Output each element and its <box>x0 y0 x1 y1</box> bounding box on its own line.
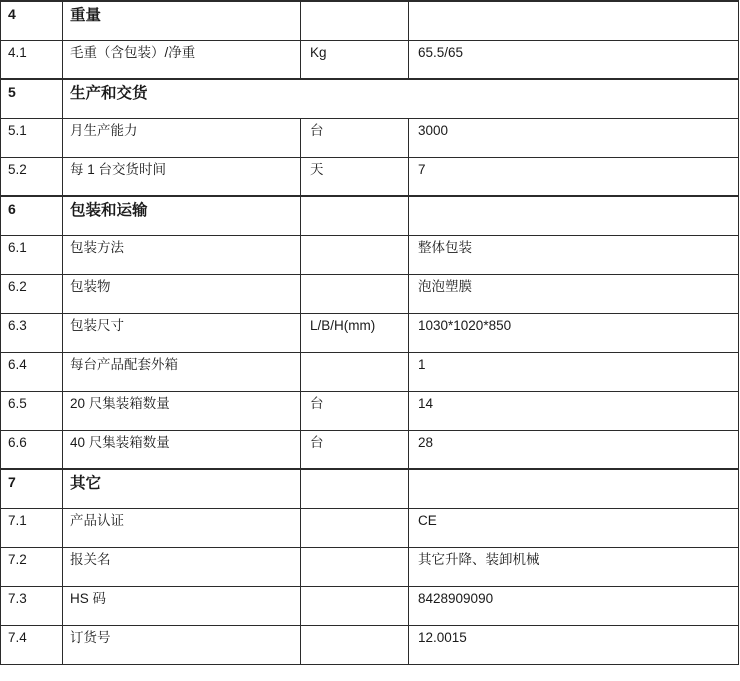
row-number-cell: 5.1 <box>1 118 63 157</box>
row-unit-cell <box>301 196 409 235</box>
row-number-cell: 7.1 <box>1 508 63 547</box>
row-number-cell: 4.1 <box>1 40 63 79</box>
row-number-cell: 7 <box>1 469 63 508</box>
row-value-cell: 14 <box>409 391 739 430</box>
row-value-cell: 28 <box>409 430 739 469</box>
table-row <box>1 235 739 274</box>
table-row <box>1 625 739 664</box>
row-number-cell: 6.2 <box>1 274 63 313</box>
table-row <box>1 469 739 508</box>
row-number-cell: 7.3 <box>1 586 63 625</box>
row-value-cell: 8428909090 <box>409 586 739 625</box>
table-row <box>1 196 739 235</box>
row-value-cell: 其它升降、装卸机械 <box>409 547 739 586</box>
row-number-cell: 6.1 <box>1 235 63 274</box>
row-number-cell: 6.3 <box>1 313 63 352</box>
row-value-cell: 1030*1020*850 <box>409 313 739 352</box>
row-number-cell: 6 <box>1 196 63 235</box>
row-unit-cell <box>301 586 409 625</box>
row-label-cell: 20 尺集装箱数量 <box>63 391 301 430</box>
table-row <box>1 157 739 196</box>
row-unit-cell <box>301 235 409 274</box>
row-label-cell: 包装和运输 <box>63 196 301 235</box>
row-number-cell: 5 <box>1 79 63 118</box>
table-row <box>1 430 739 469</box>
spec-table-body <box>1 1 739 664</box>
row-label-cell: HS 码 <box>63 586 301 625</box>
row-label-cell: 订货号 <box>63 625 301 664</box>
row-unit-cell <box>301 274 409 313</box>
row-value-cell: 泡泡塑膜 <box>409 274 739 313</box>
table-row <box>1 79 739 118</box>
table-row <box>1 352 739 391</box>
row-label-cell: 每台产品配套外箱 <box>63 352 301 391</box>
row-label-cell: 毛重（含包装）/净重 <box>63 40 301 79</box>
row-unit-cell <box>301 508 409 547</box>
table-row <box>1 1 739 40</box>
row-unit-cell: L/B/H(mm) <box>301 313 409 352</box>
row-number-cell: 7.4 <box>1 625 63 664</box>
row-value-cell: CE <box>409 508 739 547</box>
row-unit-cell <box>301 625 409 664</box>
table-row <box>1 118 739 157</box>
row-label-cell: 包装物 <box>63 274 301 313</box>
table-row <box>1 547 739 586</box>
row-value-cell: 3000 <box>409 118 739 157</box>
row-unit-cell: Kg <box>301 40 409 79</box>
row-unit-cell <box>301 547 409 586</box>
row-number-cell: 6.5 <box>1 391 63 430</box>
row-value-cell: 65.5/65 <box>409 40 739 79</box>
row-unit-cell: 台 <box>301 430 409 469</box>
row-unit-cell <box>301 1 409 40</box>
row-label-cell: 生产和交货 <box>63 79 739 118</box>
table-row <box>1 313 739 352</box>
table-row <box>1 40 739 79</box>
row-unit-cell: 天 <box>301 157 409 196</box>
table-row <box>1 274 739 313</box>
row-value-cell: 整体包装 <box>409 235 739 274</box>
row-value-cell: 7 <box>409 157 739 196</box>
row-label-cell: 其它 <box>63 469 301 508</box>
row-label-cell: 报关名 <box>63 547 301 586</box>
row-value-cell: 1 <box>409 352 739 391</box>
row-value-cell <box>409 196 739 235</box>
row-number-cell: 5.2 <box>1 157 63 196</box>
row-label-cell: 40 尺集装箱数量 <box>63 430 301 469</box>
row-unit-cell <box>301 469 409 508</box>
row-label-cell: 重量 <box>63 1 301 40</box>
row-number-cell: 6.4 <box>1 352 63 391</box>
row-unit-cell <box>301 352 409 391</box>
row-number-cell: 6.6 <box>1 430 63 469</box>
row-unit-cell: 台 <box>301 391 409 430</box>
row-number-cell: 4 <box>1 1 63 40</box>
row-unit-cell: 台 <box>301 118 409 157</box>
row-number-cell: 7.2 <box>1 547 63 586</box>
row-label-cell: 产品认证 <box>63 508 301 547</box>
row-value-cell <box>409 469 739 508</box>
row-value-cell <box>409 1 739 40</box>
table-row <box>1 586 739 625</box>
row-label-cell: 月生产能力 <box>63 118 301 157</box>
row-label-cell: 包装方法 <box>63 235 301 274</box>
row-value-cell: 12.0015 <box>409 625 739 664</box>
table-row <box>1 508 739 547</box>
row-label-cell: 包装尺寸 <box>63 313 301 352</box>
row-label-cell: 每 1 台交货时间 <box>63 157 301 196</box>
table-row <box>1 391 739 430</box>
